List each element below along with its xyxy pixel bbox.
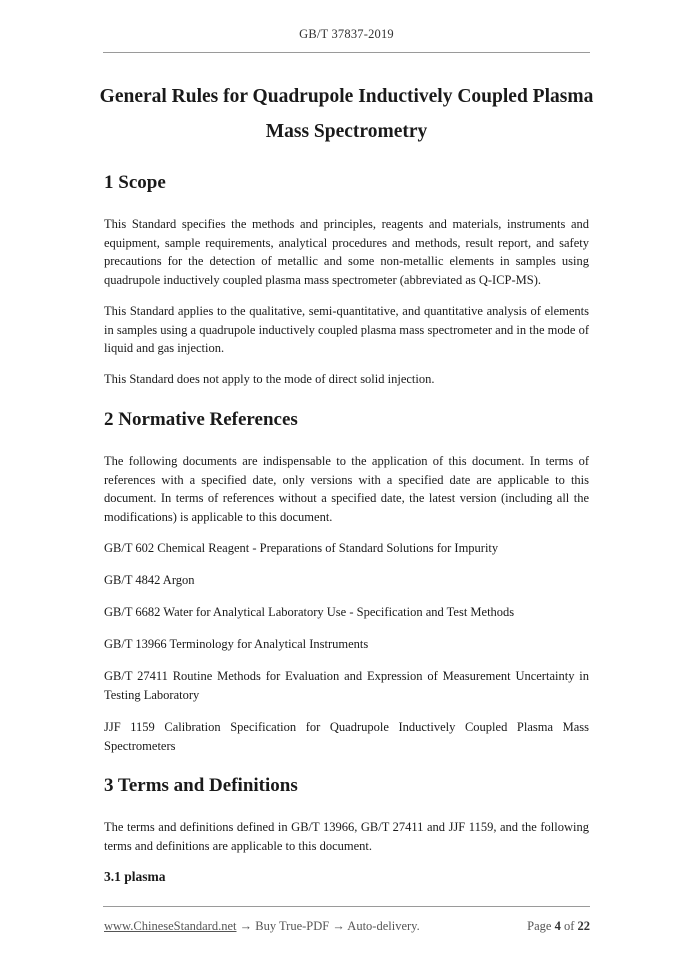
page-indicator xyxy=(527,919,590,934)
section-heading-normative-references: 2 Normative References xyxy=(104,409,298,430)
reference-item: GB/T 27411 Routine Methods for Evaluation and Expression of Measurement Uncertainty in Testing Laboratory xyxy=(104,669,589,702)
page-label: Page xyxy=(527,919,552,933)
page-footer xyxy=(104,919,590,934)
reference-item: GB/T 602 Chemical Reagent - Preparations of Standard Solutions for Impurity xyxy=(104,541,499,555)
page-number: 4 xyxy=(554,919,561,933)
header-divider xyxy=(103,52,590,53)
scope-paragraph-1: This Standard specifies the methods and principles, reagents and materials, instruments and equipment, sample requirements, analytical procedures and methods, result report, and safety precautions for the detection of metallic and some non-metallic elements in samples using quadrupole inductively coupled plasma mass spectrometer (abbreviated as Q-ICP-MS). xyxy=(104,217,589,287)
footer-promo-text: → Buy True-PDF → Auto-delivery. xyxy=(236,919,420,933)
document-title-line-1: General Rules for Quadrupole Inductively Coupled Plasma xyxy=(99,86,594,107)
running-header: GB/T 37837-2019 xyxy=(299,27,394,41)
reference-item: JJF 1159 Calibration Specification for Quadrupole Inductively Coupled Plasma Mass Spectrometers xyxy=(104,720,589,753)
normative-references-intro: The following documents are indispensable to the application of this document. In terms of references with a specified date, only versions with a specified date are applicable to this document. In terms of references without a specified date, the latest version (including all the modifications) is applicable to this document. xyxy=(104,454,589,524)
scope-paragraph-3: This Standard does not apply to the mode of direct solid injection. xyxy=(104,372,435,386)
reference-item: GB/T 4842 Argon xyxy=(104,573,195,587)
section-heading-scope: 1 Scope xyxy=(104,172,166,193)
page-total: 22 xyxy=(577,919,590,933)
section-heading-terms-definitions: 3 Terms and Definitions xyxy=(104,775,298,796)
of-label: of xyxy=(563,919,575,933)
terms-definitions-intro: The terms and definitions defined in GB/T 13966, GB/T 27411 and JJF 1159, and the following terms and definitions are applicable to this document. xyxy=(104,820,589,853)
document-title-line-2: Mass Spectrometry xyxy=(265,121,428,142)
site-link[interactable]: www.ChineseStandard.net xyxy=(104,919,237,933)
scope-paragraph-2: This Standard applies to the qualitative, semi-quantitative, and quantitative analysis of elements in samples using a quadrupole inductively coupled plasma mass spectrometer and in the mode of liquid and gas injection. xyxy=(104,304,589,356)
reference-item: GB/T 6682 Water for Analytical Laboratory Use - Specification and Test Methods xyxy=(104,605,515,619)
term-heading-plasma: 3.1 plasma xyxy=(104,869,166,884)
reference-item: GB/T 13966 Terminology for Analytical Instruments xyxy=(104,637,369,651)
footer-divider xyxy=(103,906,590,907)
